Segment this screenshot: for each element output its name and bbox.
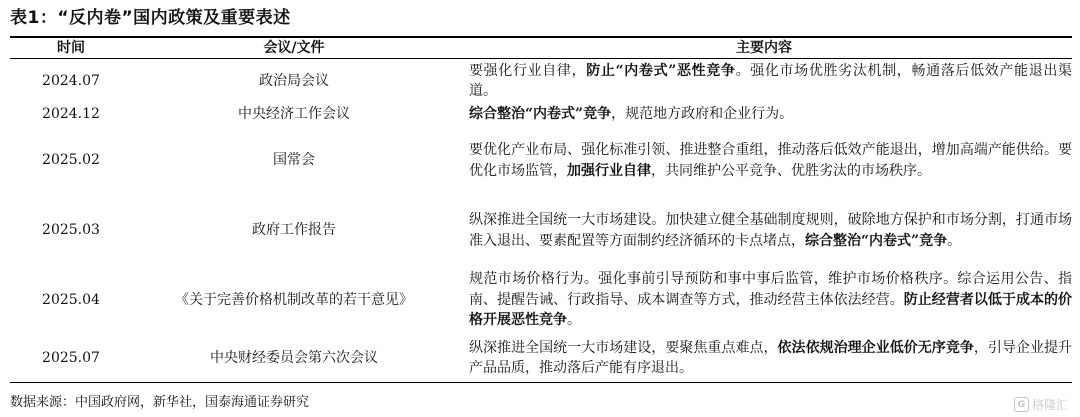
cell-content: [456, 126, 1072, 196]
cell-time: 2025.07: [10, 335, 132, 383]
cell-time: 2024.12: [42, 106, 100, 123]
cell-meeting: 国常会: [273, 152, 315, 169]
header-time: 时间: [10, 37, 132, 59]
content-emphasis: 综合整治“内卷式”竞争: [469, 106, 612, 123]
cell-content: [456, 104, 1072, 126]
content-emphasis: 加强行业自律: [567, 162, 651, 179]
cell-time: 2025.03: [42, 222, 100, 239]
watermark: [1014, 396, 1068, 413]
content-text: 规范市场价格行为。强化事前引导预防和事中事后监管，维护市场价格秩序。综合运用公告、指南、提醒告诫、行政指导、成本调查等方式，推动经营主体依法经营。: [469, 271, 1072, 308]
content-emphasis: 防止经营者以低于成本的价格开展恶性竞争: [469, 291, 1073, 329]
cell-time: 2025.04: [42, 291, 100, 308]
content-text: 。: [947, 232, 962, 249]
table-title: 表1：“反内卷”国内政策及重要表述: [10, 8, 291, 28]
content-text: 。强化市场优胜劣汰机制，畅通落后低效产能退出渠道。: [469, 62, 1073, 100]
content-emphasis: 综合整治“内卷式”竞争: [805, 232, 948, 249]
cell-time: 2025.02: [42, 152, 100, 169]
content-text: 纵深推进全国统一大市场建设，要聚焦重点难点，: [469, 339, 778, 356]
table-row: [10, 59, 1072, 104]
cell-meeting: 《关于完善价格机制改革的若干意见》: [175, 291, 413, 308]
content-text: 要优化产业布局、强化标准引领、推进整合重组，推动落后低效产能退出，增加高端产能供给。要优化市场监管，: [469, 141, 1072, 179]
table-row: [10, 335, 1072, 383]
table-row: [10, 266, 1072, 335]
header-meeting: 会议/文件: [132, 37, 456, 59]
header-row: [10, 37, 1072, 59]
cell-meeting: 中央经济工作会议: [238, 106, 350, 123]
cell-content: [456, 59, 1072, 104]
table-header: [10, 37, 1072, 59]
cell-content: [456, 266, 1072, 335]
gelonghui-logo-icon: G: [1014, 397, 1029, 412]
header-content: 主要内容: [456, 37, 1072, 59]
content-text: ，共同维护公平竞争、优胜劣汰的市场秩序。: [651, 162, 931, 179]
cell-content: [456, 335, 1072, 383]
cell-time: 2024.07: [42, 72, 100, 89]
data-source-note: 数据来源：中国政府网，新华社，国泰海通证券研究: [10, 395, 310, 410]
content-text: ，规范地方政府和企业行为。: [611, 106, 794, 123]
content-emphasis: 依法依规治理企业低价无序竞争: [777, 339, 974, 356]
cell-meeting: 中央财经委员会第六次会议: [132, 335, 456, 383]
content-text: ，引导企业提升产品品质，推动落后产能有序退出。: [469, 339, 1073, 377]
table-row: [10, 126, 1072, 196]
content-text: 。: [567, 312, 581, 329]
cell-meeting: 政府工作报告: [252, 222, 336, 239]
watermark-text: 格隆汇: [1031, 398, 1068, 412]
table-body: [10, 59, 1072, 383]
table-row: [10, 196, 1072, 266]
policy-table: [10, 36, 1072, 383]
content-text: 要强化行业自律，: [469, 62, 587, 79]
content-emphasis: 防止“内卷式”恶性竞争: [586, 62, 736, 79]
table-row: [10, 104, 1072, 126]
cell-content: [456, 196, 1072, 266]
cell-meeting: 政治局会议: [259, 72, 329, 89]
content-text: 纵深推进全国统一大市场建设。加快建立健全基础制度规则，破除地方保护和市场分割，打通市场准入退出、要素配置等方面制约经济循环的卡点堵点，: [469, 211, 1072, 249]
